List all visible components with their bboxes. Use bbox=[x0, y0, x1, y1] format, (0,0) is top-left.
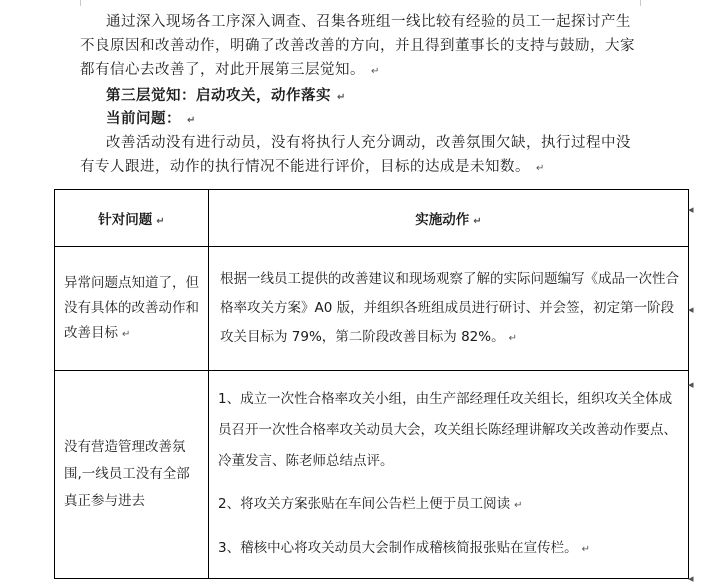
issue-cell: 异常问题点知道了，但没有具体的改善动作和改善目标 ↵ bbox=[55, 247, 209, 371]
crop-mark-top-right bbox=[640, 0, 653, 6]
row-end-mark-icon: ◂ bbox=[688, 378, 694, 391]
cell-mark-icon: ↵ bbox=[473, 216, 482, 227]
row-end-mark-icon: ◂ bbox=[688, 303, 694, 316]
action-item: 2、将攻关方案张贴在车间公告栏上便于员工阅读 ↵ bbox=[218, 496, 523, 512]
cell-mark-icon: ↵ bbox=[508, 332, 517, 344]
cell-mark-icon: ↵ bbox=[156, 216, 165, 227]
action-cell bbox=[209, 371, 689, 579]
action-table bbox=[54, 189, 689, 579]
problem-paragraph: 改善活动没有进行动员，没有将执行人充分调动，改善氛围欠缺，执行过程中没有专人跟进，动作的执行情况不能进行评价，目标的达成是未知数。 ↵ bbox=[80, 135, 631, 175]
problem-heading: 当前问题： ↵ bbox=[106, 110, 196, 127]
row-end-mark-icon: ◂ bbox=[688, 572, 694, 585]
paragraph-mark-icon: ↵ bbox=[371, 66, 380, 77]
action-item: 3、稽核中心将攻关动员大会制作成稽核简报张贴在宣传栏。 ↵ bbox=[218, 540, 590, 556]
cell-mark-icon: ↵ bbox=[514, 500, 523, 511]
intro-paragraph: 通过深入现场各工序深入调查、召集各班组一线比较有经验的员工一起探讨产生不良原因和改善动作，明确了改善改善的方向，并且得到董事长的支持与鼓励，大家都有信心去改善了，对此开展第三层觉知。 ↵ bbox=[80, 14, 635, 78]
table-header-row bbox=[55, 190, 689, 247]
table-row bbox=[55, 371, 689, 579]
cell-mark-icon: ↵ bbox=[122, 328, 131, 340]
crop-mark-top-left bbox=[68, 0, 81, 6]
issue-cell: 没有营造管理改善氛围,一线员工没有全部真正参与进去 bbox=[55, 371, 209, 579]
action-item: 1、成立一次性合格率攻关小组，由生产部经理任攻关组长，组织攻关全体成员召开一次性合格率攻关动员大会，攻关组长陈经理讲解攻关改善动作要点、冷董发言、陈老师总结点评。 bbox=[218, 391, 677, 469]
paragraph-mark-icon: ↵ bbox=[187, 115, 196, 126]
paragraph-mark-icon: ↵ bbox=[337, 92, 346, 103]
row-end-mark-icon: ◂ bbox=[688, 203, 694, 216]
action-cell: 根据一线员工提供的改善建议和现场观察了解的实际问题编写《成品一次性合格率攻关方案》A0 版，并组织各班组成员进行研讨、并会签，初定第一阶段攻关目标为 79%，第二阶段改善目标为 82%。 ↵ bbox=[209, 247, 689, 371]
layer-heading: 第三层觉知：启动攻关，动作落实 ↵ bbox=[106, 87, 346, 104]
header-action: 实施动作 ↵ bbox=[209, 190, 689, 247]
cell-mark-icon: ↵ bbox=[581, 544, 590, 555]
table-row bbox=[55, 247, 689, 371]
header-issue: 针对问题 ↵ bbox=[55, 190, 209, 247]
paragraph-mark-icon: ↵ bbox=[536, 163, 545, 174]
